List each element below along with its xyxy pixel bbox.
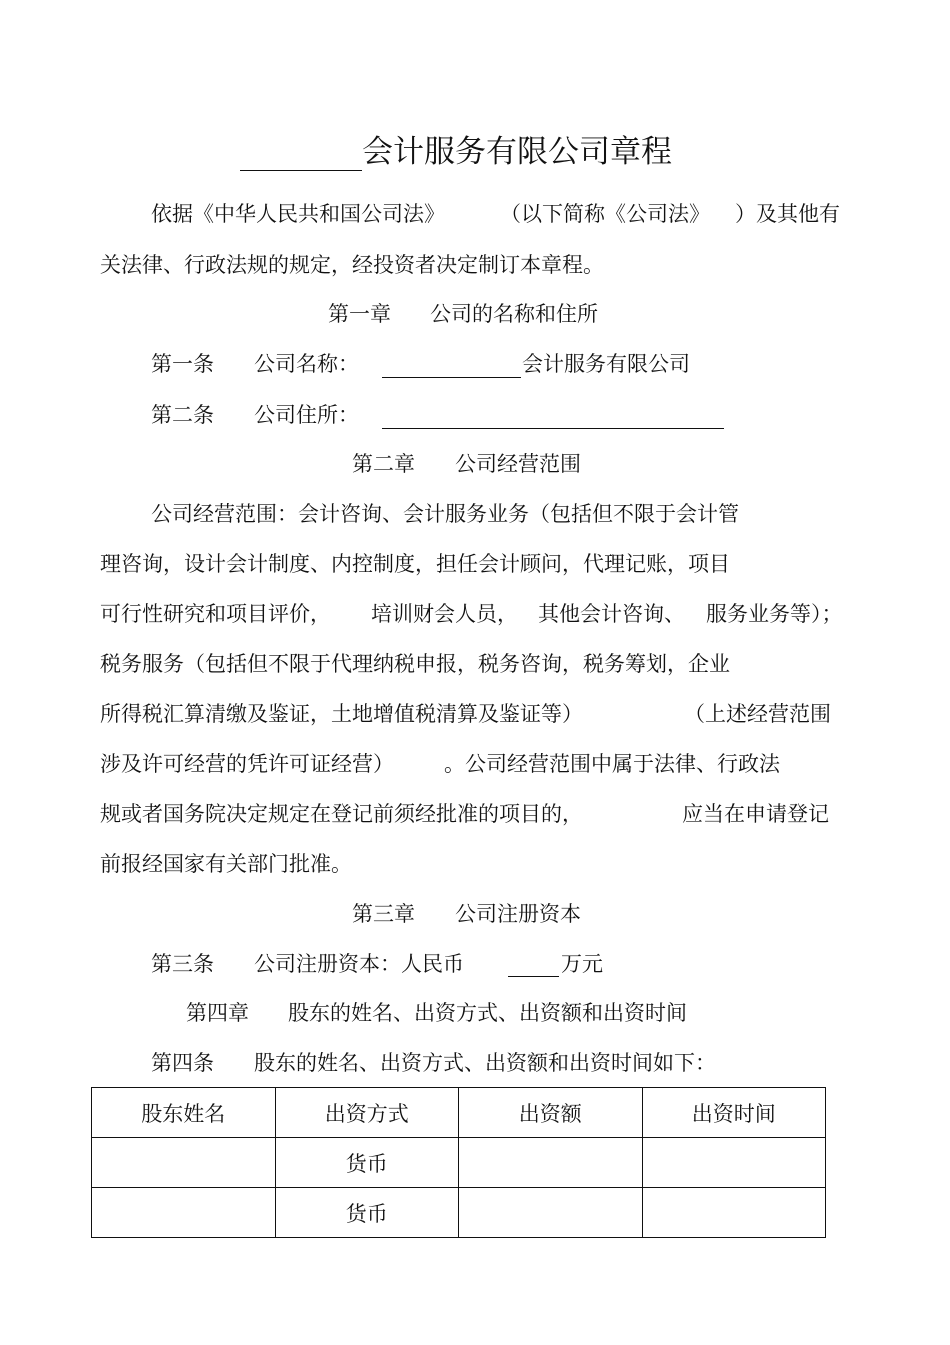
- shareholder-table: [91, 1087, 826, 1238]
- header-contribution-method: 出资方式: [275, 1088, 459, 1138]
- table-row: [92, 1138, 826, 1188]
- article1-text: 公司名称：: [254, 352, 359, 376]
- article1-label: 第一条: [151, 352, 214, 376]
- article4-label: 第四条: [151, 1051, 214, 1075]
- article2-text: 公司住所：: [254, 403, 359, 427]
- scope-line5-a: 所得税汇算清缴及鉴证，土地增值税清算及鉴证等）: [100, 702, 583, 726]
- chapter2-number: 第二章: [352, 452, 415, 476]
- article2-label: 第二条: [151, 403, 214, 427]
- chapter3-heading: 公司注册资本: [455, 902, 581, 926]
- company-name-blank[interactable]: [240, 134, 362, 171]
- scope-line1: 公司经营范围：会计咨询、会计服务业务（包括但不限于会计管: [151, 502, 739, 526]
- preamble-line2: 关法律、行政法规的规定，经投资者决定制订本章程。: [100, 253, 604, 277]
- header-shareholder-name: 股东姓名: [92, 1088, 276, 1138]
- scope-line6-b: 。公司经营范围中属于法律、行政法: [444, 752, 780, 776]
- chapter1-heading: 公司的名称和住所: [430, 302, 598, 326]
- scope-line3-a: 可行性研究和项目评价，: [100, 602, 331, 626]
- table-header-row: [92, 1088, 826, 1138]
- scope-line7-b: 应当在申请登记: [682, 802, 829, 826]
- article3-unit: 万元: [561, 952, 603, 976]
- article1-suffix: 会计服务有限公司: [522, 352, 690, 376]
- title-text: 会计服务有限公司章程: [362, 134, 672, 170]
- cell-contribution-method[interactable]: 货币: [275, 1188, 459, 1238]
- table-row: [92, 1188, 826, 1238]
- scope-line3-d: 服务业务等）；: [706, 602, 843, 626]
- chapter4-heading: 股东的姓名、出资方式、出资额和出资时间: [288, 1001, 687, 1025]
- cell-shareholder-name[interactable]: [92, 1138, 276, 1188]
- scope-line3-b: 培训财会人员，: [371, 602, 518, 626]
- chapter2-heading: 公司经营范围: [455, 452, 581, 476]
- cell-contribution-amount[interactable]: [459, 1188, 643, 1238]
- cell-contribution-amount[interactable]: [459, 1138, 643, 1188]
- capital-amount-field[interactable]: [508, 952, 559, 977]
- scope-line2: 理咨询，设计会计制度、内控制度，担任会计顾问，代理记账，项目: [100, 552, 730, 576]
- scope-line8: 前报经国家有关部门批准。: [100, 852, 352, 876]
- scope-line3-c: 其他会计咨询、: [538, 602, 685, 626]
- company-name-field[interactable]: [382, 352, 521, 378]
- article4-text: 股东的姓名、出资方式、出资额和出资时间如下：: [254, 1051, 716, 1075]
- chapter1-number: 第一章: [328, 302, 391, 326]
- chapter3-number: 第三章: [352, 902, 415, 926]
- header-contribution-amount: 出资额: [459, 1088, 643, 1138]
- scope-line6-a: 涉及许可经营的凭许可证经营）: [100, 752, 394, 776]
- company-address-field[interactable]: [382, 403, 724, 429]
- article3-text: 公司注册资本：人民币: [254, 952, 464, 976]
- cell-contribution-time[interactable]: [642, 1188, 826, 1238]
- cell-contribution-time[interactable]: [642, 1138, 826, 1188]
- cell-shareholder-name[interactable]: [92, 1188, 276, 1238]
- scope-line4: 税务服务（包括但不限于代理纳税申报，税务咨询，税务筹划，企业: [100, 652, 730, 676]
- header-contribution-time: 出资时间: [642, 1088, 826, 1138]
- preamble-line1-c: ）及其他有: [735, 202, 840, 226]
- scope-line5-b: （上述经营范围: [684, 702, 831, 726]
- document-title: [240, 126, 672, 171]
- article3-label: 第三条: [151, 952, 214, 976]
- chapter4-number: 第四章: [186, 1001, 249, 1025]
- preamble-line1-b: （以下简称《公司法》: [500, 202, 710, 226]
- scope-line7-a: 规或者国务院决定规定在登记前须经批准的项目的，: [100, 802, 583, 826]
- preamble-line1-a: 依据《中华人民共和国公司法》: [151, 202, 445, 226]
- cell-contribution-method[interactable]: 货币: [275, 1138, 459, 1188]
